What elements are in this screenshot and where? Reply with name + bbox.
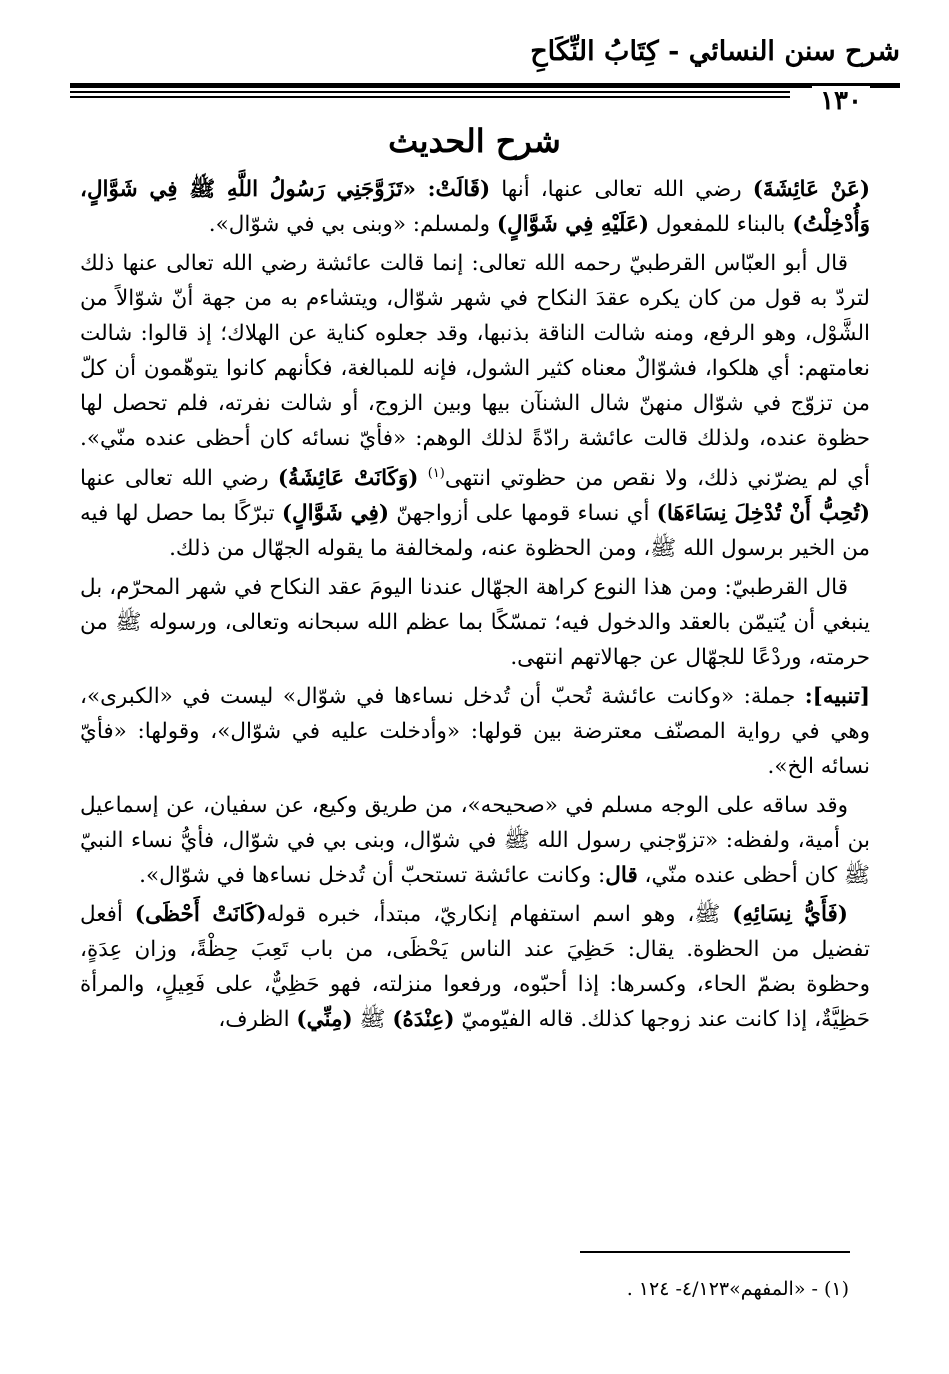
text-run: ولمسلم: «وبنى بي في شوّال». (208, 212, 497, 237)
paragraph (80, 172, 870, 242)
page-header (70, 28, 900, 116)
page-number: ١٣٠ (812, 86, 870, 116)
header-rule-thin-2 (70, 96, 790, 98)
text-run: : وكانت عائشة تستحبّ أن تُدخل نساءها في شوّال». (139, 863, 606, 889)
footnote: (١) - «المفهم»٤/١٢٣- ١٢٤ . (626, 1278, 849, 1300)
text-run: رضي الله تعالى عنها (80, 466, 278, 492)
text-run: وقد ساقه على الوجه مسلم في «صحيحه»، من طريق وكيع، عن سفيان، عن إسماعيل بن أمية، ولفظه: «تزوّجني رسول الله ﷺ في شوّال، وبنى بي في شوّال، فأيُّ نساء النبيّ ﷺ كان أحظى عنده منّي، (80, 793, 870, 889)
bold-text: (عَنْ عَائِشَةَ) (752, 177, 870, 202)
body-text (80, 172, 870, 1041)
text-run: ﷺ، وهو اسم استفهام إنكاريّ، مبتدأ، خبره قوله (266, 902, 733, 928)
header-rule (70, 83, 900, 88)
bold-text: (عِنْدَهُ) (392, 1007, 455, 1033)
text-run: قال أبو العبّاس القرطبيّ رحمه الله تعالى: إنما قالت عائشة رضي الله تعالى عنها ذلك لتردّ به قول من كان يكره عقدَ النكاح في شهر شوّال، ويتشاءم به من جهة أنّ شوّالاً من الشَّوْل، وهو الرفع، ومنه شالت الناقة بذنبها، وقد جعلوه كناية عن الهلاك؛ إذ قالوا: شالت نعامتهم: أي هلكوا، فشوّالٌ معناه كثير الشول، فإنه للمبالغة، فكأنهم كانوا يتوهّمون أن كلّ من تزوّج في شوّال منهنّ شال الشنآن بيها وبين الزوج، أو شالت نفرته، فلم تحصل لها حظوة عنده، ولذلك قالت عائشة رادّةً لذلك الوهم: «فأيّ نسائه كان أحظى عنده منّي». أي لم يضرّني ذلك، ولا نقص من حظوتي انتهى (80, 251, 870, 492)
section-title: شرح الحديث (388, 122, 561, 160)
text-run: بالبناء للمفعول (649, 212, 793, 237)
running-title: شرح سنن النسائي - كِتَابُ النِّكَاحِ (530, 36, 900, 67)
text-run: ﷺ (352, 1007, 393, 1033)
text-run: جملة: «وكانت عائشة تُحبّ أن تُدخل نساءها في شوّال» ليست في «الكبرى»، وهي في رواية المصنّف معترضة بين قولها: «وأدخلت عليه في شوّال»، وقولها: «فأيّ نسائه الخ». (80, 684, 870, 780)
bold-text: [تنبيه]: (804, 684, 870, 710)
text-run: تبرّكًا بما حصل لها فيه من الخير برسول الله ﷺ، ومن الحظوة عنه، ولمخالفة ما يقوله الجهّال من ذلك. (80, 501, 870, 562)
text-run: أفعل تفضيل من الحظوة. يقال: حَظِيَ عند الناس يَحْظَى، من باب تَعِبَ حِظْةً، وزان عِدَةٍ، وحظوة بضمّ الحاء، وكسرها: إذا أحبّوه، ورفعوا منزلته، فهو حَظِيٌّ، على فَعِيلٍ، والمرأة حَظِيَّةٌ، إذا كانت عند زوجها كذلك. قاله الفيّوميّ (80, 902, 870, 1033)
text-run: أي نساء قومها على أزواجهنّ (389, 501, 657, 527)
bold-text: (قَالَتْ: «تَزَوَّجَنِي رَسُولُ اللَّهِ ﷺ فِي شَوَّالٍ، وَأُدْخِلْتُ) (80, 177, 870, 237)
bold-text: قال (605, 863, 638, 889)
text-run: قال القرطبيّ: ومن هذا النوع كراهة الجهّال عندنا اليومَ عقد النكاح في شهر المحرّم، بل ينبغي أن يُتيمّن بالعقد والدخول فيه؛ تمسّكًا بما عظم الله سبحانه وتعالى، ورسوله ﷺ من حرمته، وردْعًا للجهّال عن جهالاتهم انتهى. (80, 575, 870, 671)
bold-text: (فَأَيُّ نِسَائِهِ) (732, 902, 848, 928)
bold-text: (كَانَتْ أَحْظَى) (134, 902, 267, 928)
text-run: الظرف، (218, 1007, 297, 1033)
header-rule-thin (70, 91, 790, 93)
bold-text: (فِي شَوَّالٍ) (281, 501, 390, 527)
paragraph (80, 897, 870, 1037)
paragraph (80, 679, 870, 784)
bold-text: (عَلَيْهِ فِي شَوَّالٍ) (496, 212, 650, 237)
paragraph (80, 246, 870, 566)
text-run (418, 466, 427, 491)
bold-text: (مِنِّي) (296, 1007, 353, 1033)
paragraph (80, 788, 870, 893)
paragraph (80, 570, 870, 675)
footnote-separator (580, 1251, 850, 1253)
bold-text: (تُحِبُّ أَنْ تُدْخِلَ نِسَاءَهَا) (656, 501, 871, 527)
footnote-marker: (١) (427, 466, 445, 481)
bold-text: (وَكَانَتْ عَائِشَةُ) (277, 466, 419, 492)
text-run: رضي الله تعالى عنها، أنها (490, 177, 753, 202)
